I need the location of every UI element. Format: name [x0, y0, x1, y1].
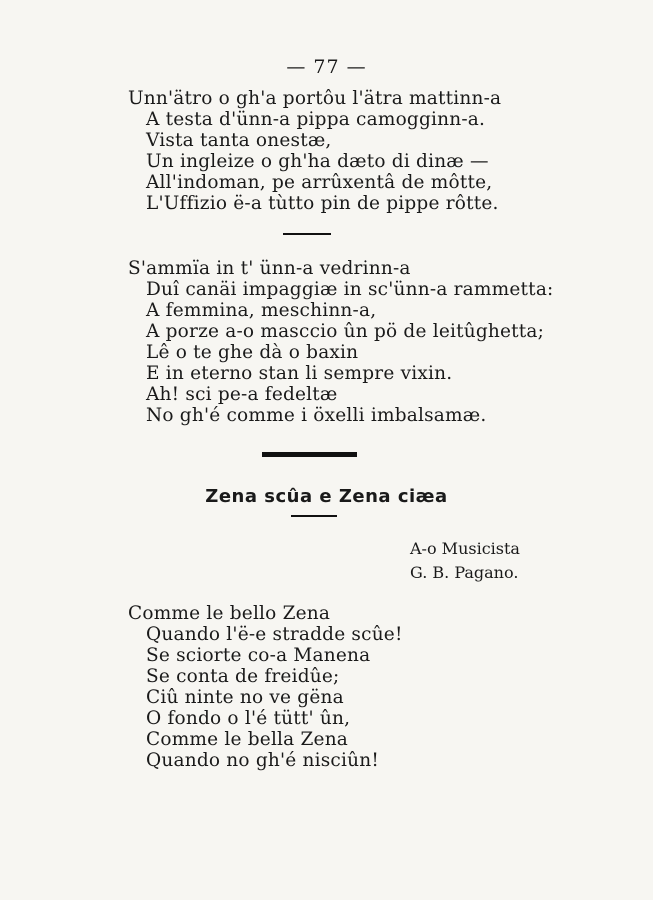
- verse-line: No gh'é comme i öxelli imbalsamæ.: [146, 405, 487, 426]
- stanza-divider: [283, 233, 331, 235]
- verse-line: A testa d'ünn-a pippa camogginn-a.: [146, 109, 486, 130]
- verse-line: Comme le bella Zena: [146, 729, 349, 750]
- dedication: [410, 537, 520, 585]
- verse-line: Ciû ninte no ve gëna: [146, 687, 344, 708]
- verse-line: L'Uffizio ë-a tùtto pin de pippe rôtte.: [146, 193, 499, 214]
- verse-line: Se sciorte co-a Manena: [146, 645, 371, 666]
- stanza-1: [128, 88, 501, 214]
- verse-line: Duî canäi impaggiæ in sc'ünn-a rammetta:: [146, 279, 554, 300]
- page-number: — 77 —: [286, 56, 367, 78]
- title-underline: [291, 515, 337, 517]
- verse-line: A porze a-o masccio ûn pö de leitûghetta;: [146, 321, 545, 342]
- poem-title: Zena scûa e Zena ciæa: [205, 486, 448, 507]
- verse-line: E in eterno stan li sempre vixin.: [146, 363, 453, 384]
- verse-line: S'ammïa in t' ünn-a vedrinn-a: [128, 258, 411, 279]
- verse-line: Comme le bello Zena: [128, 603, 331, 624]
- section-divider: [262, 452, 357, 457]
- verse-line: Unn'ätro o gh'a portôu l'ätra mattinn-a: [128, 88, 502, 109]
- stanza-2: [128, 258, 553, 426]
- verse-line: Lê o te ghe dà o baxin: [146, 342, 359, 363]
- stanza-3: [128, 603, 403, 771]
- verse-line: Quando l'ë-e stradde scûe!: [146, 624, 403, 645]
- verse-line: Se conta de freidûe;: [146, 666, 340, 687]
- verse-line: Ah! sci pe-a fedeltæ: [146, 384, 338, 405]
- verse-line: All'indoman, pe arrûxentâ de môtte,: [146, 172, 493, 193]
- verse-line: Vista tanta onestæ,: [146, 130, 332, 151]
- verse-line: Quando no gh'é nisciûn!: [146, 750, 379, 771]
- verse-line: A femmina, meschinn-a,: [146, 300, 377, 321]
- verse-line: Un ingleize o gh'ha dæto di dinæ —: [146, 151, 489, 172]
- dedication-line: G. B. Pagano.: [410, 563, 519, 582]
- verse-line: O fondo o l'é tütt' ûn,: [146, 708, 351, 729]
- dedication-line: A-o Musicista: [410, 539, 520, 558]
